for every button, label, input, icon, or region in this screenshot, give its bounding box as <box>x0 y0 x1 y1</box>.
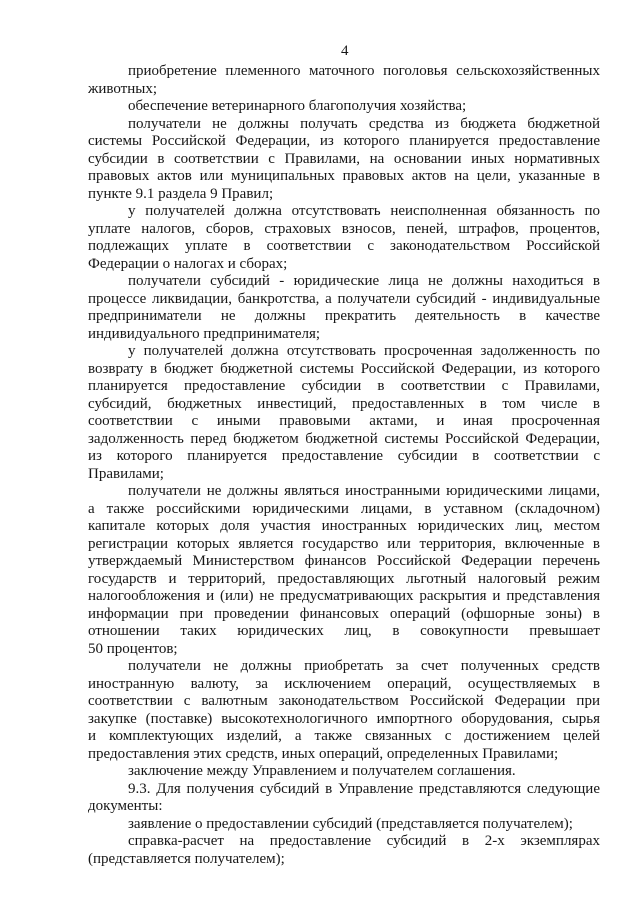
text-line: планируется предоставление субсидии в соответствии с Правилами, <box>88 378 600 394</box>
text-line: соответствии с иными правовыми актами, и иная просроченная <box>88 413 600 429</box>
text-line: капитале которых доля участия иностранных юридических лиц, местом <box>88 518 600 534</box>
text-line: заявление о предоставлении субсидий (представляется получателем); <box>128 815 573 832</box>
text-line: регистрации которых является государство или территория, включенные в <box>88 535 600 552</box>
text-line: получатели не должны являться иностранными юридическими лицами, <box>128 483 600 499</box>
document-body <box>88 63 600 868</box>
text-line: утверждаемый Министерством финансов Российской Федерации перечень <box>88 553 600 569</box>
text-line: правовых актов или муниципальных правовых актов на цели, указанные в <box>88 168 600 184</box>
text-line: заключение между Управлением и получателем соглашения. <box>128 763 516 779</box>
text-line: субсидии в соответствии с Правилами, на основании иных нормативных <box>88 150 600 167</box>
text-line: а также российскими юридическими лицами, в уставном (складочном) <box>88 500 600 517</box>
text-line: возврату в бюджет бюджетной системы Российской Федерации, из которого <box>88 360 600 377</box>
text-line: задолженность перед бюджетом бюджетной системы Российской Федерации, <box>88 430 600 447</box>
text-line: животных; <box>88 80 158 97</box>
text-line: системы Российской Федерации, из которого планируется предоставление <box>88 133 600 149</box>
text-line: уплате налогов, сборов, страховых взносов, пеней, штрафов, процентов, <box>88 220 600 237</box>
text-line: процессе ликвидации, банкротства, а получатели субсидий - индивидуальные <box>88 290 600 307</box>
text-line: справка-расчет на предоставление субсидий в 2-х экземплярах <box>128 833 600 849</box>
text-line: документы: <box>88 798 163 814</box>
paragraph <box>88 816 600 834</box>
text-line: отношении таких юридических лиц, в совокупности превышает <box>88 623 600 639</box>
text-line: у получателей должна отсутствовать неисполненная обязанность по <box>128 203 600 219</box>
paragraph <box>88 781 600 816</box>
text-line: у получателей должна отсутствовать просроченная задолженность по <box>128 343 600 359</box>
text-line: Федерации о налогах и сборах; <box>88 255 288 272</box>
paragraph <box>88 63 600 98</box>
paragraph <box>88 98 600 116</box>
page-number: 4 <box>341 43 349 59</box>
text-line: иностранную валюту, за исключением операций, осуществляемых в <box>88 675 600 692</box>
text-line: получатели не должны приобретать за счет полученных средств <box>128 658 600 674</box>
text-line: субсидий, бюджетных инвестиций, предоставленных в том числе в <box>88 395 600 412</box>
text-line: подлежащих уплате в соответствии с законодательством Российской <box>88 238 600 254</box>
text-line: из которого планируется предоставление субсидии в соответствии с <box>88 448 600 464</box>
text-line: информации при проведении финансовых операций (офшорные зоны) в <box>88 605 600 622</box>
paragraph <box>88 483 600 658</box>
text-line: индивидуального предпринимателя; <box>88 325 321 342</box>
text-line: предоставления этих средств, иных операций, определенных Правилами; <box>88 745 559 762</box>
text-line: приобретение племенного маточного поголовья сельскохозяйственных <box>128 63 600 79</box>
text-line: Правилами; <box>88 465 164 482</box>
text-line: государств и территорий, предоставляющих льготный налоговый режим <box>88 570 600 587</box>
paragraph <box>88 116 600 204</box>
text-line: получатели не должны получать средства из бюджета бюджетной <box>128 115 600 132</box>
text-line: налогообложения и (или) не предусматривающих раскрытия и представления <box>88 588 600 604</box>
text-line: пункте 9.1 раздела 9 Правил; <box>88 185 274 202</box>
text-line: соответствии с валютным законодательством Российской Федерации при <box>88 693 600 709</box>
text-line: получатели субсидий - юридические лица не должны находиться в <box>128 273 600 289</box>
text-line: (представляется получателем); <box>88 850 285 867</box>
paragraph <box>88 343 600 483</box>
text-line: обеспечение ветеринарного благополучия хозяйства; <box>128 98 467 114</box>
paragraph <box>88 203 600 273</box>
text-line: 9.3. Для получения субсидий в Управление представляются следующие <box>128 780 600 797</box>
text-line: и комплектующих изделий, а также связанных с достижением целей <box>88 728 600 744</box>
text-line: предприниматели не должны прекратить деятельность в качестве <box>88 308 600 324</box>
paragraph <box>88 833 600 868</box>
paragraph <box>88 273 600 343</box>
paragraph <box>88 658 600 763</box>
paragraph <box>88 763 600 781</box>
text-line: закупке (поставке) высокотехнологичного импортного оборудования, сырья <box>88 710 600 727</box>
text-line: 50 процентов; <box>88 640 178 657</box>
